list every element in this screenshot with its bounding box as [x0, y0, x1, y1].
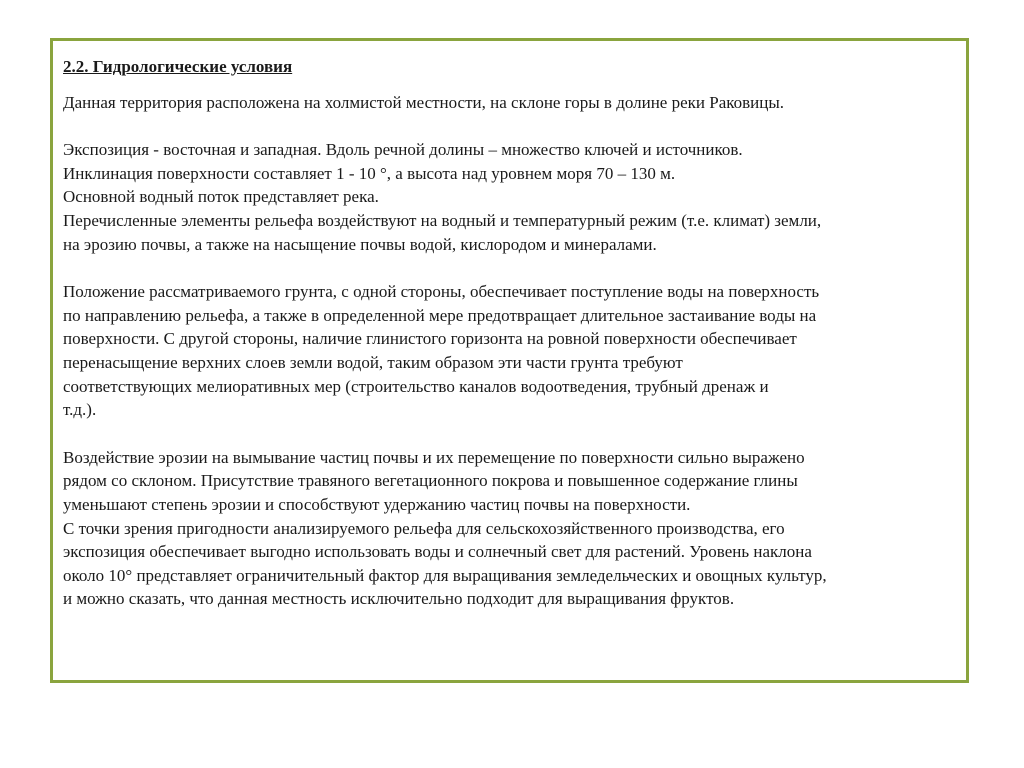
text-line: Инклинация поверхности составляет 1 - 10 °, а высота над уровнем моря 70 – 130 м.: [63, 163, 676, 183]
text-line: по направлению рельефа, а также в определенной мере предотвращает длительное застаивание воды на: [63, 305, 817, 325]
text-line: уменьшают степень эрозии и способствуют удержанию частиц почвы на поверхности.: [63, 494, 691, 514]
text-line: т.д.).: [63, 400, 97, 420]
text-line: рядом со склоном. Присутствие травяного вегетационного покрова и повышенное содержание глины: [63, 471, 798, 491]
document-content: [63, 55, 958, 635]
text-line: Воздействие эрозии на вымывание частиц почвы и их перемещение по поверхности сильно выражено: [63, 447, 805, 467]
text-line: перенасыщение верхних слоев земли водой, таким образом эти части грунта требуют: [63, 352, 683, 372]
text-line: Положение рассматриваемого грунта, с одной стороны, обеспечивает поступление воды на поверхность: [63, 282, 820, 302]
text-line: С точки зрения пригодности анализируемого рельефа для сельскохозяйственного производства, его: [63, 518, 785, 538]
paragraph-relief: [63, 138, 958, 256]
paragraph-location: [63, 91, 958, 115]
content-frame: [50, 38, 969, 683]
text-line: на эрозию почвы, а также на насыщение почвы водой, кислородом и минералами.: [63, 234, 657, 254]
section-heading: 2.2. Гидрологические условия: [63, 57, 293, 76]
text-line: Основной водный поток представляет река.: [63, 187, 379, 207]
paragraph-erosion: [63, 446, 958, 611]
text-line: Перечисленные элементы рельефа воздействуют на водный и температурный режим (т.е. климат) земли,: [63, 210, 822, 230]
text-line: около 10° представляет ограничительный фактор для выращивания земледельческих и овощных культур,: [63, 565, 827, 585]
text-line: и можно сказать, что данная местность исключительно подходит для выращивания фруктов.: [63, 589, 735, 609]
text-line: экспозиция обеспечивает выгодно использовать воды и солнечный свет для растений. Уровень наклона: [63, 542, 812, 562]
text-line: Экспозиция - восточная и западная. Вдоль речной долины – множество ключей и источников.: [63, 140, 743, 160]
paragraph-soil-position: [63, 280, 958, 422]
text-line: Данная территория расположена на холмистой местности, на склоне горы в долине реки Раковицы.: [63, 92, 785, 112]
text-line: поверхности. С другой стороны, наличие глинистого горизонта на ровной поверхности обеспечивает: [63, 329, 797, 349]
text-line: соответствующих мелиоративных мер (строительство каналов водоотведения, трубный дренаж и: [63, 376, 769, 396]
